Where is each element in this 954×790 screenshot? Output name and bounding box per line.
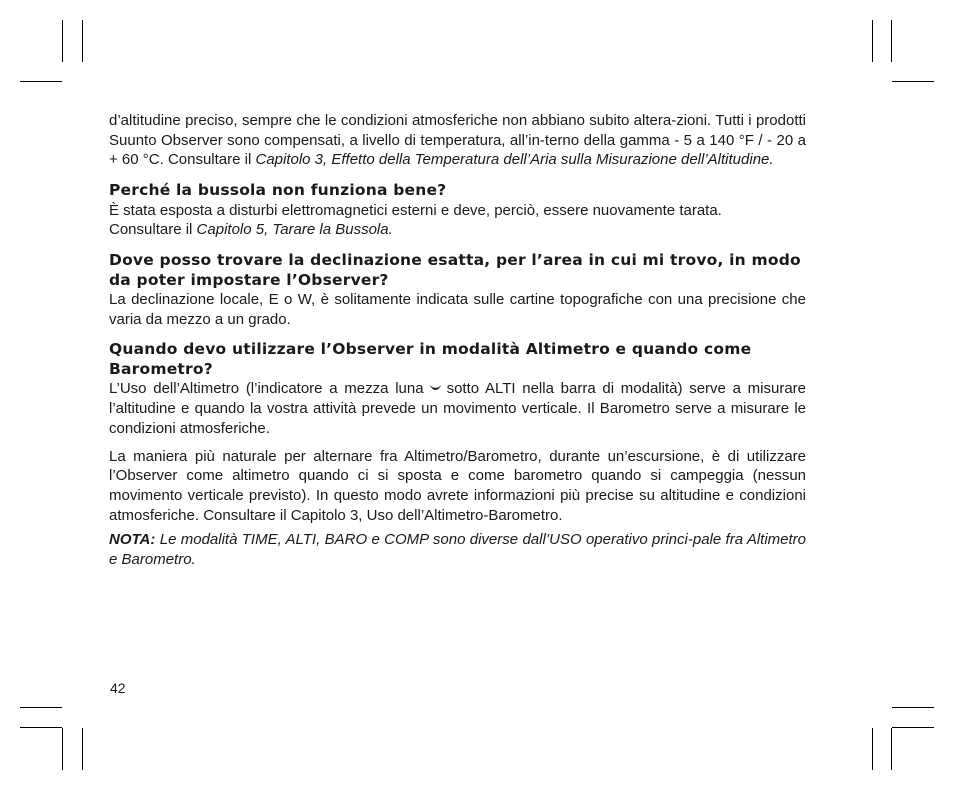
crop-mark (82, 20, 83, 62)
faq-answer-altimeter-barometer (109, 379, 806, 438)
crop-mark (82, 728, 83, 770)
faq-answer-compass: È stata esposta a disturbi elettromagnetici esterni e deve, perciò, essere nuovamente tarata. (109, 201, 722, 219)
note-label: NOTA: (109, 531, 156, 549)
intro-text: d’altitudine preciso, sempre che le condizioni atmosferiche non abbiano subito altera-zioni. Tutti i prodotti Suunto Observer sono compensati, a livello di temperatura, all’in-terno della gamma - 5 a 140 °F / - 20 a + 60 °C. Consultare il (109, 112, 806, 169)
altimeter-barometer-paragraph: La maniera più naturale per alternare fra Altimetro/Barometro, durante un’escursione, è di utilizzare l’Observer come altimetro quando ci si sposta e come barometro quando si campeggia (nessun movimento verticale previsto). In questo modo avrete informazioni più precise su altitudine e condizioni atmosferiche. Consultare il Capitolo 3, Uso dell’Altimetro-Barometro. (109, 447, 806, 524)
crop-mark (892, 81, 934, 82)
note-text: Le modalità TIME, ALTI, BARO e COMP sono diverse dall’USO operativo princi-pale fra Altimetro e Barometro. (109, 531, 806, 569)
faq-consult-compass (109, 220, 806, 240)
page-number: 42 (110, 680, 126, 696)
crop-mark (62, 728, 63, 770)
note-paragraph (109, 530, 806, 569)
crop-mark (872, 20, 873, 62)
crop-mark (20, 727, 62, 728)
faq-answer-declination: La declinazione locale, E o W, è solitamente indicata sulle cartine topografiche con una precisione che varia da mezzo a un grado. (109, 291, 806, 328)
crop-mark (892, 707, 934, 708)
crop-mark (892, 727, 934, 728)
answer-before-icon: L’Uso dell’Altimetro (l’indicatore a mezza luna (109, 380, 424, 398)
faq-heading-compass: Perché la bussola non funziona bene? (109, 181, 447, 200)
page-content (109, 111, 806, 570)
crop-mark (872, 728, 873, 770)
faq-heading-declination: Dove posso trovare la declinazione esatta, per l’area in cui mi trovo, in modo da poter impostare l’Observer? (109, 251, 801, 289)
consult-prefix: Consultare il (109, 221, 197, 239)
half-moon-indicator-icon (428, 380, 443, 395)
crop-mark (62, 20, 63, 62)
consult-reference: Capitolo 5, Tarare la Bussola. (196, 221, 393, 239)
answer-after-icon: sotto ALTI nella barra di modalità) serve a misurare l’altitudine e quando la vostra attività prevede un movimento verticale. Il Barometro serve a misurare le condizioni atmosferiche. (109, 380, 806, 437)
intro-reference: Capitolo 3, Effetto della Temperatura dell’Aria sulla Misurazione dell’Altitudine. (255, 151, 774, 169)
intro-paragraph (109, 111, 806, 170)
crop-mark (20, 707, 62, 708)
crop-mark (20, 81, 62, 82)
faq-heading-altimeter-barometer: Quando devo utilizzare l’Observer in modalità Altimetro e quando come Barometro? (109, 340, 752, 378)
crop-mark (891, 728, 892, 770)
crop-mark (891, 20, 892, 62)
